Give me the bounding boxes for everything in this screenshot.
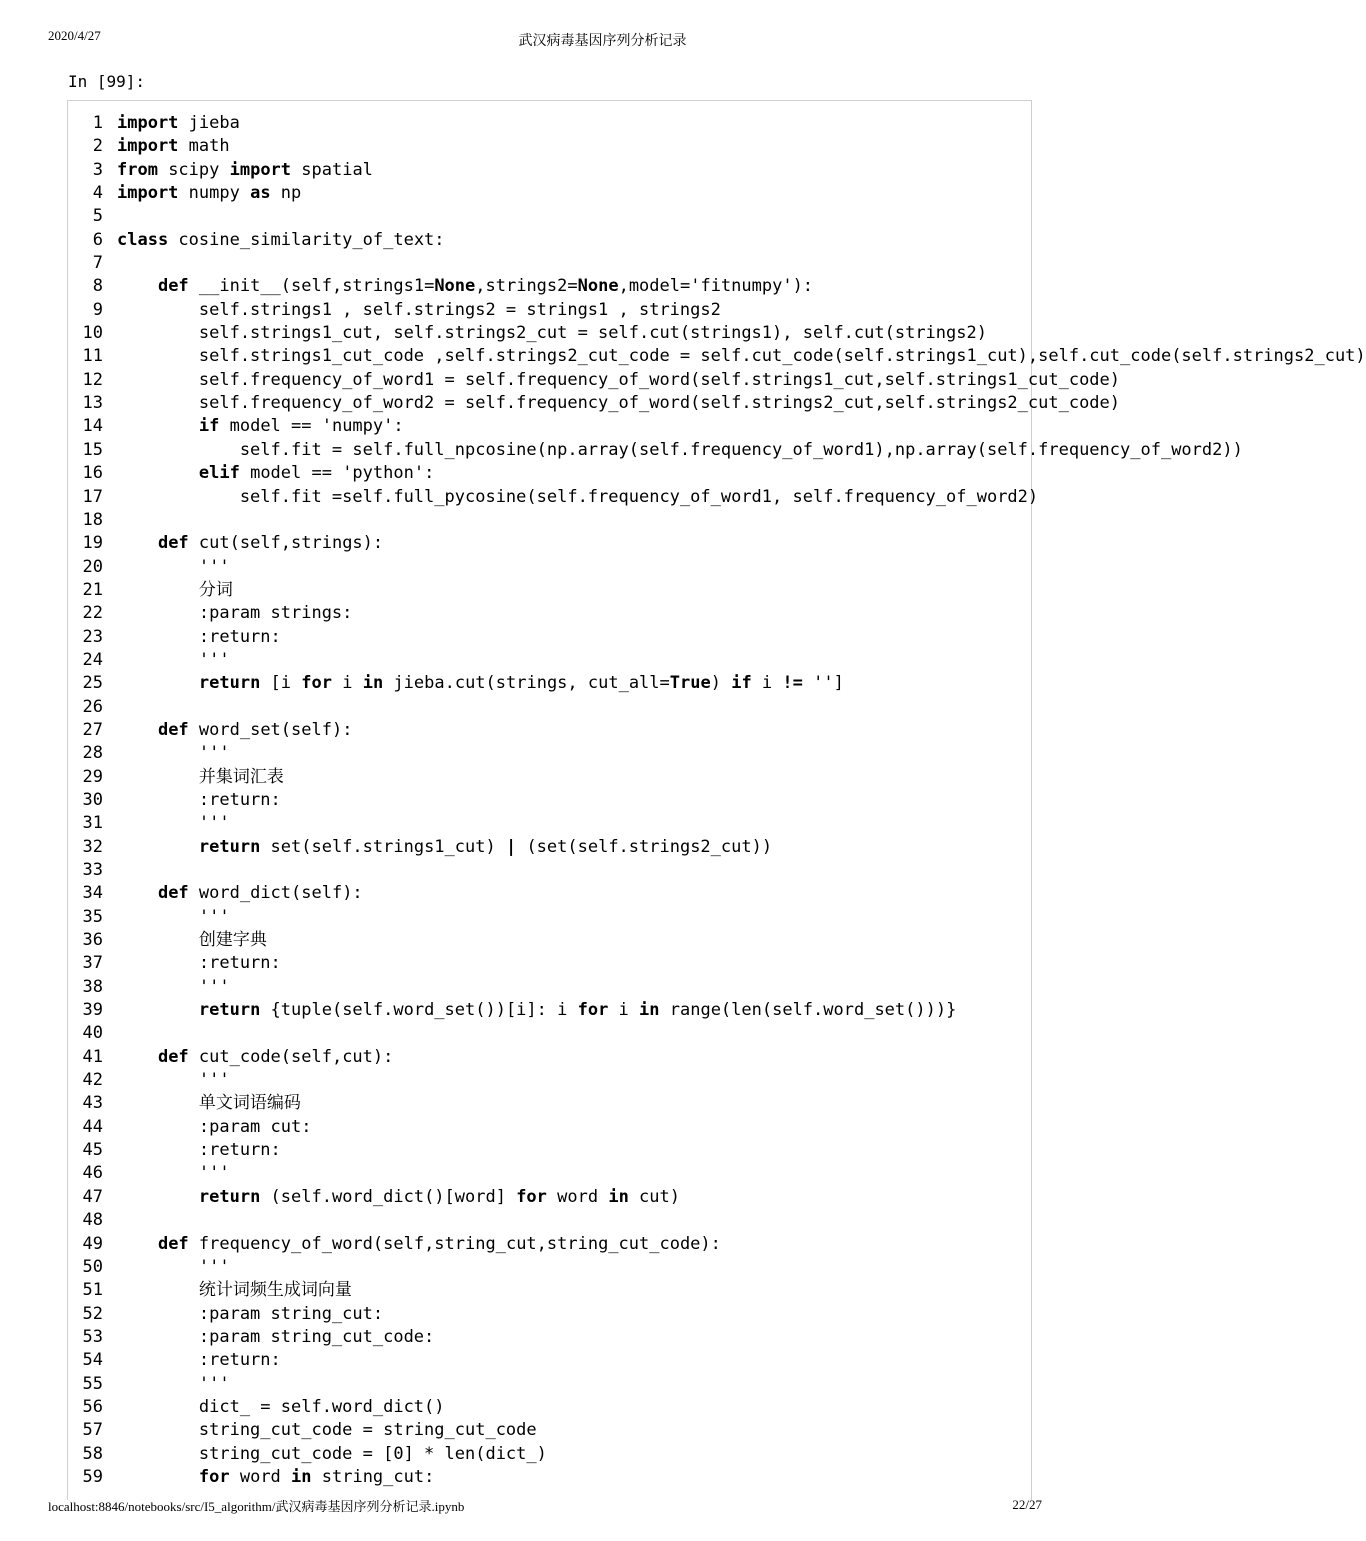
code-editor[interactable] bbox=[68, 112, 1366, 1489]
code-line[interactable] bbox=[68, 649, 1366, 672]
line-code: self.fit = self.full_npcosine(np.array(self.frequency_of_word1),np.array(self.frequency_of_word2)) bbox=[117, 439, 1243, 460]
page-url: localhost:8846/notebooks/src/I5_algorithm/武汉病毒基因序列分析记录.ipynb bbox=[48, 1499, 465, 1514]
line-code: def word_dict(self): bbox=[157, 883, 363, 904]
line-number: 43 bbox=[82, 1093, 103, 1114]
line-number: 12 bbox=[82, 369, 103, 390]
line-number: 26 bbox=[82, 696, 103, 717]
line-code: ''' bbox=[117, 1070, 230, 1091]
line-code: def cut_code(self,cut): bbox=[157, 1046, 394, 1067]
line-number: 42 bbox=[82, 1070, 103, 1091]
code-line[interactable] bbox=[68, 439, 1366, 462]
code-line[interactable] bbox=[68, 859, 1366, 882]
line-code: string_cut_code = string_cut_code bbox=[117, 1420, 537, 1441]
line-number: 58 bbox=[82, 1443, 103, 1464]
line-code: 创建字典 bbox=[198, 930, 267, 951]
code-line[interactable] bbox=[68, 789, 1366, 812]
line-code: return set(self.strings1_cut) | (set(self.strings2_cut)) bbox=[198, 836, 773, 857]
line-number: 22 bbox=[82, 603, 103, 624]
line-code: 并集词汇表 bbox=[198, 766, 284, 787]
line-code: :return: bbox=[117, 626, 281, 647]
line-code: 统计词频生成词向量 bbox=[198, 1280, 352, 1301]
code-line[interactable] bbox=[68, 906, 1366, 929]
line-code: self.strings1_cut_code ,self.strings2_cut_code = self.cut_code(self.strings1_cut),self.cut_code(self.strings2_cut) bbox=[117, 346, 1366, 367]
code-line[interactable] bbox=[68, 532, 1366, 555]
code-line[interactable] bbox=[68, 1233, 1366, 1256]
line-code: ''' bbox=[117, 906, 230, 927]
code-line[interactable] bbox=[68, 952, 1366, 975]
code-line[interactable] bbox=[68, 766, 1366, 789]
code-line[interactable] bbox=[68, 229, 1366, 252]
code-line[interactable] bbox=[68, 696, 1366, 719]
line-number: 52 bbox=[82, 1303, 103, 1324]
line-number: 24 bbox=[82, 649, 103, 670]
cell-prompt: In [99]: bbox=[68, 72, 146, 91]
line-code: :return: bbox=[117, 1350, 281, 1371]
line-number: 39 bbox=[82, 1000, 103, 1021]
line-number: 49 bbox=[82, 1233, 103, 1254]
line-code: 分词 bbox=[198, 579, 233, 600]
code-line[interactable] bbox=[68, 742, 1366, 765]
code-line[interactable] bbox=[68, 602, 1366, 625]
line-code: def frequency_of_word(self,string_cut,string_cut_code): bbox=[157, 1233, 721, 1254]
line-number: 10 bbox=[82, 323, 103, 344]
code-line[interactable] bbox=[68, 929, 1366, 952]
code-line[interactable] bbox=[68, 345, 1366, 368]
code-line[interactable] bbox=[68, 1279, 1366, 1302]
line-number: 1 bbox=[92, 113, 103, 133]
code-line[interactable] bbox=[68, 1186, 1366, 1209]
line-code: ''' bbox=[117, 1163, 230, 1184]
code-line[interactable] bbox=[68, 1116, 1366, 1139]
code-line[interactable] bbox=[68, 135, 1366, 158]
line-number: 35 bbox=[82, 906, 103, 927]
line-number: 9 bbox=[92, 299, 103, 320]
code-line[interactable] bbox=[68, 462, 1366, 485]
line-code: import math bbox=[117, 136, 230, 157]
page-number: 22/27 bbox=[1012, 1497, 1042, 1512]
line-number: 27 bbox=[82, 719, 103, 740]
line-number: 50 bbox=[82, 1256, 103, 1277]
code-line[interactable] bbox=[68, 1139, 1366, 1162]
code-line[interactable] bbox=[68, 999, 1366, 1022]
code-line[interactable] bbox=[68, 182, 1366, 205]
line-number: 11 bbox=[82, 346, 103, 367]
page-date: 2020/4/27 bbox=[48, 28, 101, 43]
line-number: 34 bbox=[82, 883, 103, 904]
code-line[interactable] bbox=[68, 1396, 1366, 1419]
page-title: 武汉病毒基因序列分析记录 bbox=[518, 33, 687, 49]
line-number: 18 bbox=[82, 509, 103, 530]
line-number: 25 bbox=[82, 673, 103, 694]
line-code: ''' bbox=[117, 813, 230, 834]
code-line[interactable] bbox=[68, 1303, 1366, 1326]
code-line[interactable] bbox=[68, 1466, 1366, 1489]
line-code: elif model == 'python': bbox=[198, 463, 435, 484]
line-code: self.frequency_of_word1 = self.frequency_of_word(self.strings1_cut,self.strings1_cut_code) bbox=[117, 369, 1121, 390]
code-line[interactable] bbox=[68, 1162, 1366, 1185]
line-code: for word in string_cut: bbox=[198, 1466, 435, 1487]
code-line[interactable] bbox=[68, 1209, 1366, 1232]
line-number: 37 bbox=[82, 953, 103, 974]
line-number: 40 bbox=[82, 1023, 103, 1044]
line-number: 3 bbox=[92, 159, 103, 180]
line-number: 59 bbox=[82, 1466, 103, 1487]
line-number: 47 bbox=[82, 1186, 103, 1207]
line-code: return {tuple(self.word_set())[i]: i for i in range(len(self.word_set()))} bbox=[198, 1000, 957, 1021]
code-line[interactable] bbox=[68, 159, 1366, 182]
code-line[interactable] bbox=[68, 486, 1366, 509]
code-line[interactable] bbox=[68, 882, 1366, 905]
line-number: 51 bbox=[82, 1280, 103, 1301]
code-line[interactable] bbox=[68, 836, 1366, 859]
line-code: def word_set(self): bbox=[157, 719, 353, 740]
code-line[interactable] bbox=[68, 112, 1366, 135]
code-line[interactable] bbox=[68, 275, 1366, 298]
line-number: 48 bbox=[82, 1210, 103, 1231]
line-number: 46 bbox=[82, 1163, 103, 1184]
line-code: def cut(self,strings): bbox=[157, 533, 384, 554]
line-code: import jieba bbox=[117, 113, 240, 133]
code-line[interactable] bbox=[68, 322, 1366, 345]
line-number: 38 bbox=[82, 976, 103, 997]
code-line[interactable] bbox=[68, 369, 1366, 392]
line-number: 17 bbox=[82, 486, 103, 507]
line-number: 2 bbox=[92, 136, 103, 157]
code-line[interactable] bbox=[68, 1373, 1366, 1396]
line-code: def __init__(self,strings1=None,strings2=None,model='fitnumpy'): bbox=[157, 276, 814, 297]
line-code: if model == 'numpy': bbox=[198, 416, 404, 437]
line-number: 21 bbox=[82, 579, 103, 600]
line-number: 44 bbox=[82, 1116, 103, 1137]
line-number: 45 bbox=[82, 1140, 103, 1161]
code-line[interactable] bbox=[68, 1069, 1366, 1092]
code-line[interactable] bbox=[68, 579, 1366, 602]
line-number: 57 bbox=[82, 1420, 103, 1441]
code-line[interactable] bbox=[68, 672, 1366, 695]
code-line[interactable] bbox=[68, 556, 1366, 579]
code-line[interactable] bbox=[68, 1046, 1366, 1069]
line-number: 6 bbox=[92, 229, 103, 250]
line-number: 31 bbox=[82, 813, 103, 834]
line-code: :param string_cut_code: bbox=[117, 1326, 435, 1347]
line-code: return [i for i in jieba.cut(strings, cut_all=True) if i != ''] bbox=[198, 673, 844, 694]
line-code: :return: bbox=[117, 1140, 281, 1161]
line-code: ''' bbox=[117, 1256, 230, 1277]
line-code: ''' bbox=[117, 743, 230, 764]
line-number: 7 bbox=[92, 253, 103, 274]
code-line[interactable] bbox=[68, 812, 1366, 835]
line-number: 13 bbox=[82, 393, 103, 414]
line-number: 5 bbox=[92, 206, 103, 227]
code-line[interactable] bbox=[68, 976, 1366, 999]
line-code: import numpy as np bbox=[117, 183, 302, 204]
line-code: :param strings: bbox=[117, 603, 353, 624]
line-number: 23 bbox=[82, 626, 103, 647]
line-number: 55 bbox=[82, 1373, 103, 1394]
line-number: 32 bbox=[82, 836, 103, 857]
code-line[interactable] bbox=[68, 415, 1366, 438]
line-code: class cosine_similarity_of_text: bbox=[117, 229, 445, 250]
line-number: 28 bbox=[82, 743, 103, 764]
line-code: :return: bbox=[117, 789, 281, 810]
line-number: 41 bbox=[82, 1046, 103, 1067]
code-line[interactable] bbox=[68, 1349, 1366, 1372]
line-number: 19 bbox=[82, 533, 103, 554]
line-number: 15 bbox=[82, 439, 103, 460]
code-line[interactable] bbox=[68, 299, 1366, 322]
line-number: 36 bbox=[82, 930, 103, 951]
line-number: 54 bbox=[82, 1350, 103, 1371]
line-code: from scipy import spatial bbox=[117, 159, 373, 180]
code-line[interactable] bbox=[68, 509, 1366, 532]
code-line[interactable] bbox=[68, 1419, 1366, 1442]
line-code: self.frequency_of_word2 = self.frequency_of_word(self.strings2_cut,self.strings2_cut_code) bbox=[117, 393, 1121, 414]
code-line[interactable] bbox=[68, 205, 1366, 228]
line-number: 29 bbox=[82, 766, 103, 787]
line-number: 20 bbox=[82, 556, 103, 577]
line-code: ''' bbox=[117, 976, 230, 997]
line-code: 单文词语编码 bbox=[198, 1093, 301, 1114]
line-code: ''' bbox=[117, 1373, 230, 1394]
line-code: self.strings1 , self.strings2 = strings1 , strings2 bbox=[117, 299, 721, 320]
code-line[interactable] bbox=[68, 1022, 1366, 1045]
line-number: 53 bbox=[82, 1326, 103, 1347]
line-number: 8 bbox=[92, 276, 103, 297]
line-number: 33 bbox=[82, 860, 103, 880]
line-number: 16 bbox=[82, 463, 103, 484]
line-number: 56 bbox=[82, 1396, 103, 1417]
line-code: ''' bbox=[117, 556, 230, 577]
code-line[interactable] bbox=[68, 1326, 1366, 1349]
line-code: :param cut: bbox=[117, 1116, 312, 1137]
code-line[interactable] bbox=[68, 719, 1366, 742]
line-code: self.strings1_cut, self.strings2_cut = self.cut(strings1), self.cut(strings2) bbox=[117, 323, 987, 344]
line-number: 14 bbox=[82, 416, 103, 437]
line-code: :return: bbox=[117, 953, 281, 974]
line-number: 4 bbox=[92, 183, 103, 204]
line-number: 30 bbox=[82, 789, 103, 810]
line-code: :param string_cut: bbox=[117, 1303, 384, 1324]
code-line[interactable] bbox=[68, 252, 1366, 275]
code-line[interactable] bbox=[68, 1092, 1366, 1115]
code-line[interactable] bbox=[68, 1443, 1366, 1466]
code-line[interactable] bbox=[68, 392, 1366, 415]
code-line[interactable] bbox=[68, 1256, 1366, 1279]
line-code: dict_ = self.word_dict() bbox=[117, 1396, 445, 1417]
line-code: return (self.word_dict()[word] for word in cut) bbox=[198, 1186, 680, 1207]
line-code: string_cut_code = [0] * len(dict_) bbox=[117, 1443, 547, 1464]
line-code: ''' bbox=[117, 649, 230, 670]
code-line[interactable] bbox=[68, 626, 1366, 649]
code-cell[interactable] bbox=[67, 100, 1366, 1500]
line-code: self.fit =self.full_pycosine(self.frequency_of_word1, self.frequency_of_word2) bbox=[117, 486, 1039, 507]
